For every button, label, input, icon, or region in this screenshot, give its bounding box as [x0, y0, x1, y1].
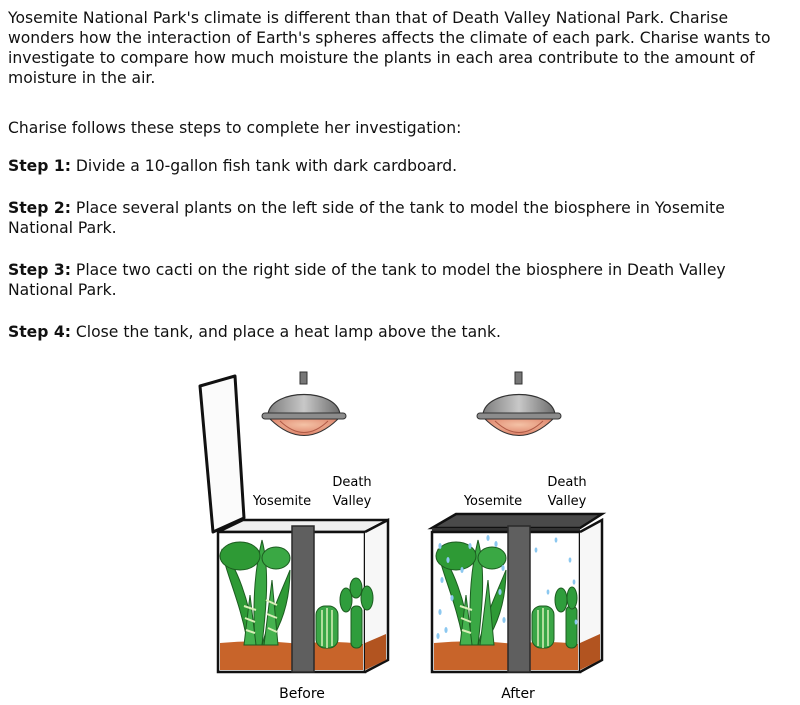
death-valley-label: Death	[547, 475, 587, 490]
cardboard-divider	[292, 526, 314, 672]
after-setup	[432, 372, 602, 701]
tank-lid	[200, 376, 244, 532]
after-caption: After	[501, 686, 535, 701]
step-3	[8, 260, 794, 300]
cardboard-divider	[508, 526, 530, 672]
lead-text: Charise follows these steps to complete her investigation:	[8, 119, 462, 137]
death-valley-label: Valley	[547, 494, 587, 509]
intro-text: Yosemite National Park's climate is different than that of Death Valley National Park. Charise wonders how the interaction of Earth's spheres affects the climate of each park. Charise wants to investigate to compare how much moisture the plants in each area contribute to the amount of moisture in the air.	[8, 9, 771, 87]
step-text: Place two cacti on the right side of the tank to model the biosphere in Death Valley National Park.	[8, 261, 726, 299]
yosemite-label: Yosemite	[252, 494, 312, 509]
step-2	[8, 198, 794, 238]
step-label: Step 2:	[8, 199, 71, 217]
heat-lamp-icon	[477, 372, 561, 436]
step-text: Close the tank, and place a heat lamp above the tank.	[70, 323, 502, 341]
step-label: Step 3:	[8, 261, 71, 279]
experiment-figure	[0, 360, 800, 701]
before-setup	[200, 372, 388, 701]
step-1	[8, 156, 794, 176]
experiment-illustration	[0, 360, 800, 701]
heat-lamp-icon	[262, 372, 346, 436]
before-caption: Before	[279, 686, 325, 701]
yosemite-label: Yosemite	[463, 494, 523, 509]
death-valley-label: Valley	[332, 494, 372, 509]
intro-paragraph	[8, 8, 794, 88]
death-valley-label: Death	[332, 475, 372, 490]
step-text: Place several plants on the left side of the tank to model the biosphere in Yosemite National Park.	[8, 199, 725, 237]
lead-paragraph	[8, 118, 794, 138]
soil	[434, 641, 578, 670]
step-text: Divide a 10-gallon fish tank with dark cardboard.	[70, 157, 458, 175]
step-label: Step 4:	[8, 323, 71, 341]
step-4	[8, 322, 794, 342]
step-label: Step 1:	[8, 157, 71, 175]
